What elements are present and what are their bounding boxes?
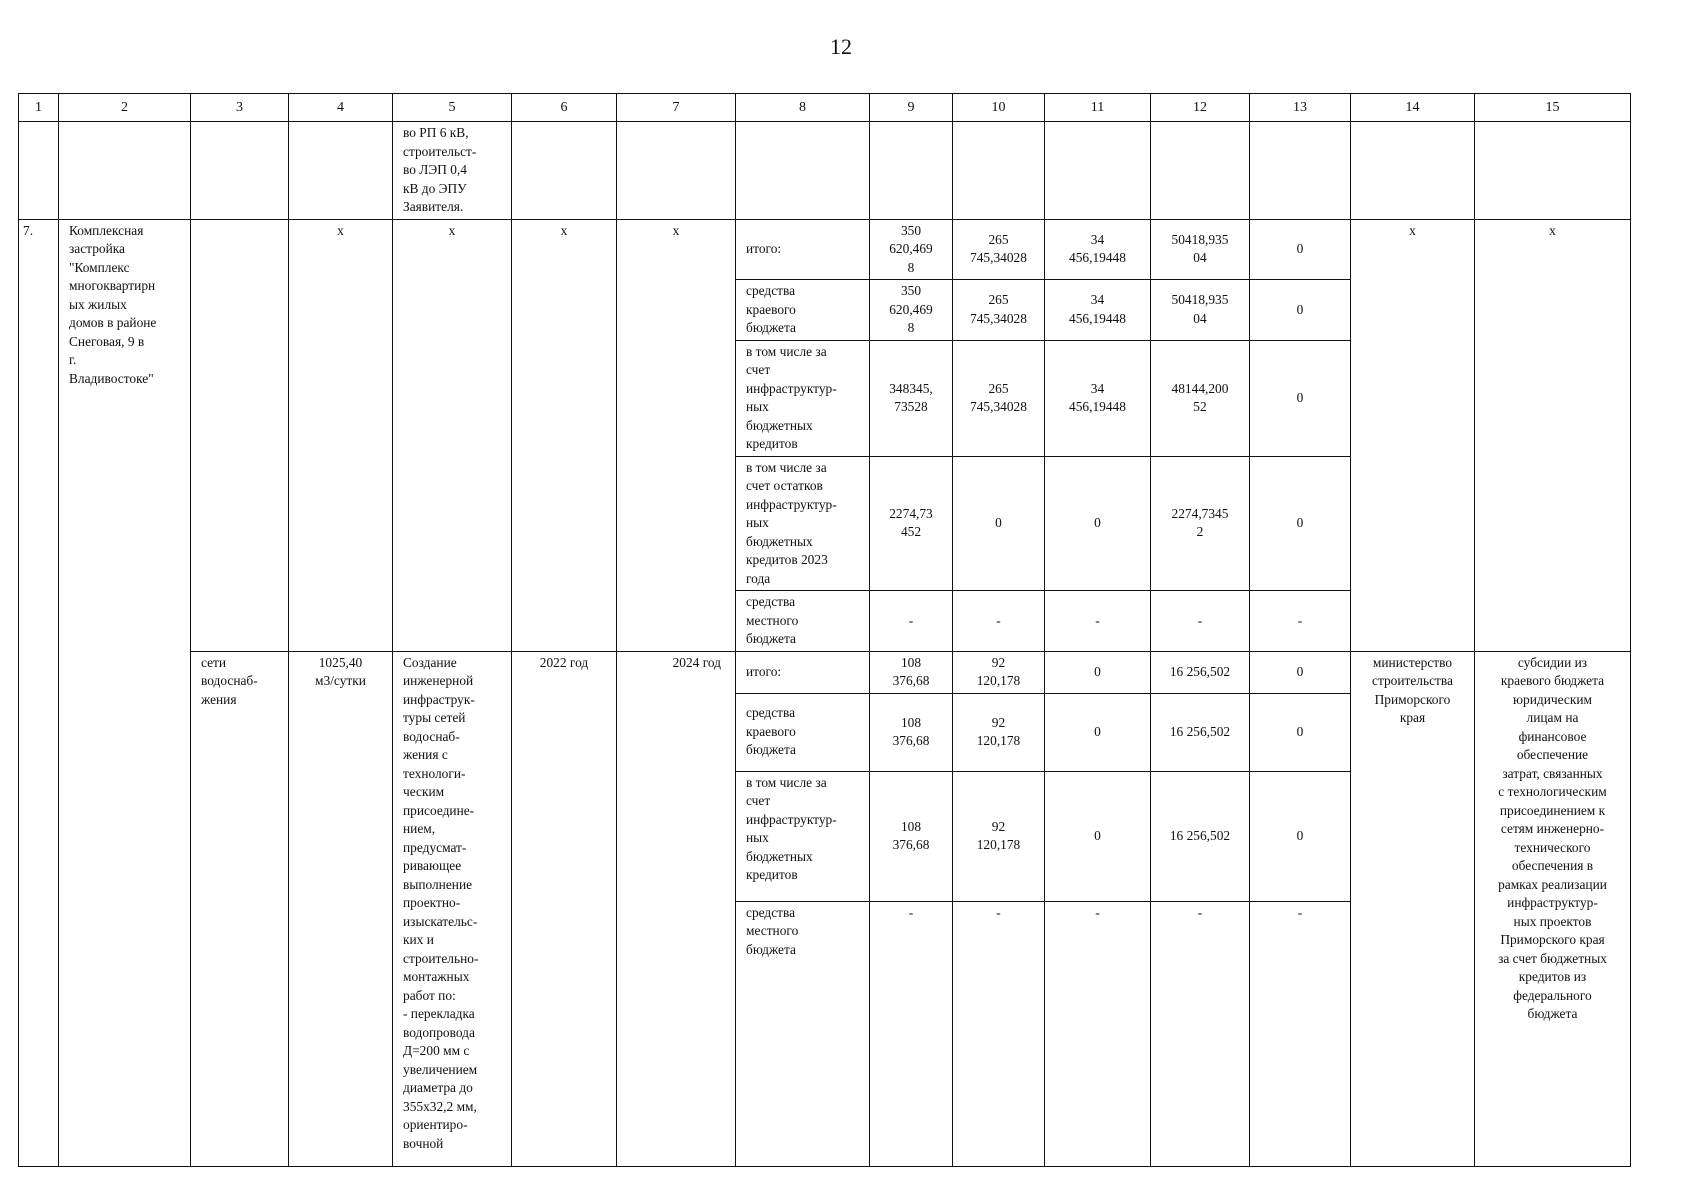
value-col13: 0: [1250, 456, 1351, 591]
table-cell: [1250, 122, 1351, 220]
value-col12: -: [1151, 901, 1250, 1166]
value-col13: -: [1250, 901, 1351, 1166]
value-col11: 34 456,19448: [1045, 340, 1151, 456]
value-col11: 0: [1045, 456, 1151, 591]
value-col12: -: [1151, 591, 1250, 652]
not-applicable-mark: х: [1475, 219, 1631, 651]
value-col12: 16 256,502: [1151, 771, 1250, 901]
value-col9: 350 620,469 8: [870, 219, 953, 280]
value-col13: 0: [1250, 280, 1351, 341]
value-col10: 265 745,34028: [953, 219, 1045, 280]
funding-label: в том числе за счет инфраструктур- ных бюджетных кредитов: [736, 340, 870, 456]
notes: субсидии из краевого бюджета юридическим лицам на финансовое обеспечение затрат, связанных с технологическим присоединением к сетям инженерно- технического обеспечения в рамках реализации инфраструктур- ных проектов Приморского края за счет бюджетных кредитов из федерального бюджета: [1475, 651, 1631, 1166]
value-col10: 0: [953, 456, 1045, 591]
column-header: 2: [59, 94, 191, 122]
value-col10: -: [953, 591, 1045, 652]
table-cell: [1475, 122, 1631, 220]
value-col13: 0: [1250, 651, 1351, 693]
table-cell: [1151, 122, 1250, 220]
funding-label: средства местного бюджета: [736, 591, 870, 652]
program-table: [18, 93, 1631, 1167]
continuation-description: во РП 6 кВ, строительст- во ЛЭП 0,4 кВ до ЭПУ Заявителя.: [393, 122, 512, 220]
funding-label: итого:: [736, 651, 870, 693]
value-col11: -: [1045, 591, 1151, 652]
column-header: 14: [1351, 94, 1475, 122]
value-col13: 0: [1250, 693, 1351, 771]
value-col10: -: [953, 901, 1045, 1166]
value-col11: -: [1045, 901, 1151, 1166]
column-header: 4: [289, 94, 393, 122]
value-col9: -: [870, 901, 953, 1166]
column-header: 9: [870, 94, 953, 122]
value-col10: 92 120,178: [953, 771, 1045, 901]
value-col9: 108 376,68: [870, 771, 953, 901]
column-header: 1: [19, 94, 59, 122]
funding-label: в том числе за счет остатков инфраструктур- ных бюджетных кредитов 2023 года: [736, 456, 870, 591]
not-applicable-mark: х: [289, 219, 393, 651]
funding-label: средства краевого бюджета: [736, 280, 870, 341]
value-col13: 0: [1250, 771, 1351, 901]
value-col11: 0: [1045, 651, 1151, 693]
funding-label: итого:: [736, 219, 870, 280]
entry-number: 7.: [19, 219, 59, 1166]
table-cell: [736, 122, 870, 220]
table-cell: [870, 122, 953, 220]
table-cell: [59, 122, 191, 220]
value-col12: 50418,935 04: [1151, 280, 1250, 341]
table-cell: [1351, 122, 1475, 220]
column-header: 7: [617, 94, 736, 122]
column-header-row: [19, 94, 1631, 122]
table-cell: [289, 122, 393, 220]
value-col11: 34 456,19448: [1045, 219, 1151, 280]
not-applicable-mark: х: [512, 219, 617, 651]
table-cell: [1045, 122, 1151, 220]
table-cell: [512, 122, 617, 220]
value-col10: 265 745,34028: [953, 340, 1045, 456]
column-header: 3: [191, 94, 289, 122]
value-col12: 48144,200 52: [1151, 340, 1250, 456]
network-capacity: 1025,40 м3/сутки: [289, 651, 393, 1166]
value-col9: 2274,73 452: [870, 456, 953, 591]
value-col9: 348345, 73528: [870, 340, 953, 456]
column-header: 15: [1475, 94, 1631, 122]
value-col11: 34 456,19448: [1045, 280, 1151, 341]
work-description: Создание инженерной инфраструк- туры сетей водоснаб- жения с технологи- ческим присоедине- нием, предусмат- ривающее выполнение проектно- изыскательс- ких и строительно- монтажных работ по: - перекладка водопровода Д=200 мм с увеличением диаметра до 355х32,2 мм, ориентиро- вочной: [393, 651, 512, 1166]
column-header: 10: [953, 94, 1045, 122]
value-col13: -: [1250, 591, 1351, 652]
column-header: 11: [1045, 94, 1151, 122]
table-cell: [191, 122, 289, 220]
value-col11: 0: [1045, 771, 1151, 901]
value-col9: 108 376,68: [870, 693, 953, 771]
value-col13: 0: [1250, 340, 1351, 456]
value-col10: 92 120,178: [953, 693, 1045, 771]
table-cell: [19, 122, 59, 220]
value-col9: -: [870, 591, 953, 652]
value-col10: 265 745,34028: [953, 280, 1045, 341]
entry-name: Комплексная застройка "Комплекс многоквартирн ых жилых домов в районе Снеговая, 9 в г. Владивостоке": [59, 219, 191, 1166]
table-cell: [953, 122, 1045, 220]
network-name: сети водоснаб- жения: [191, 651, 289, 1166]
value-col12: 16 256,502: [1151, 693, 1250, 771]
value-col9: 350 620,469 8: [870, 280, 953, 341]
value-col11: 0: [1045, 693, 1151, 771]
not-applicable-mark: х: [393, 219, 512, 651]
continuation-row: [19, 122, 1631, 220]
column-header: 6: [512, 94, 617, 122]
value-col10: 92 120,178: [953, 651, 1045, 693]
table-cell: [617, 122, 736, 220]
value-col12: 2274,7345 2: [1151, 456, 1250, 591]
column-header: 13: [1250, 94, 1351, 122]
not-applicable-mark: х: [617, 219, 736, 651]
value-col12: 50418,935 04: [1151, 219, 1250, 280]
column-header: 8: [736, 94, 870, 122]
value-col9: 108 376,68: [870, 651, 953, 693]
column-header: 5: [393, 94, 512, 122]
responsible-body: министерство строительства Приморского края: [1351, 651, 1475, 1166]
funding-label: средства местного бюджета: [736, 901, 870, 1166]
table-row: [19, 651, 1631, 693]
funding-label: в том числе за счет инфраструктур- ных бюджетных кредитов: [736, 771, 870, 901]
table-row: [19, 219, 1631, 280]
start-year: 2022 год: [512, 651, 617, 1166]
column-header: 12: [1151, 94, 1250, 122]
value-col13: 0: [1250, 219, 1351, 280]
not-applicable-mark: х: [1351, 219, 1475, 651]
table-cell: [191, 219, 289, 651]
end-year: 2024 год: [617, 651, 736, 1166]
funding-label: средства краевого бюджета: [736, 693, 870, 771]
value-col12: 16 256,502: [1151, 651, 1250, 693]
page-number: 12: [830, 34, 852, 59]
